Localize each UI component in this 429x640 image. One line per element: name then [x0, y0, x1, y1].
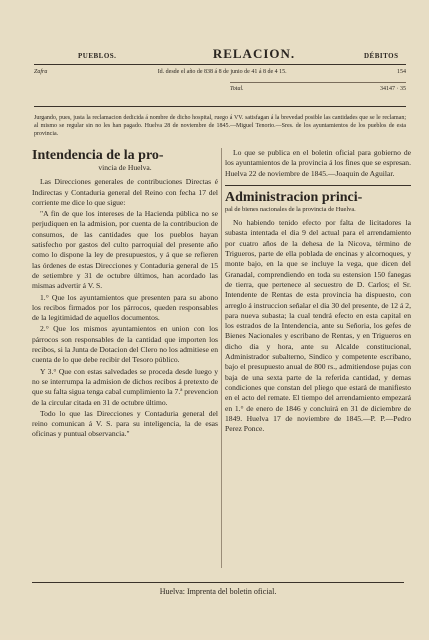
administracion-column [225, 148, 411, 435]
intendencia-paragraph: Todo lo que las Direcciones y Contaduria general del reino comunican á V. S. para su inteligencia, la de esas oficinas y puntual observancia." [32, 408, 218, 439]
total-amount: 34147 · 35 [380, 86, 406, 92]
publication-note: Lo que se publica en el boletin oficial para gobierno de los ayuntamientos de la provincia á los fines que se espresan. Huelva 22 de noviembre de 1845.—Joaquin de Aguilar. [225, 148, 411, 178]
debitos-column-heading: DÉBITOS [364, 52, 399, 60]
total-label: Total. [230, 86, 244, 92]
hospital-notice: Jurgando, pues, justa la reclamacion dedicida á nombre de dicho hospital, ruego á VV. satisfagan á la brevedad posible las cantidades que se le reclaman; al mismo se regular sin no les han pagado. Huelva 28 de noviembre de 1845.—Miguel Tenorio.—Sres. de los ayuntamientos de los pueblos de esta provincia. [34, 115, 406, 137]
footer-rule [32, 582, 404, 583]
column-divider [221, 148, 222, 568]
relacion-masthead: RELACION. [212, 46, 296, 61]
intendencia-paragraph: Las Direcciones generales de contribuciones Directas é Indirectas y Contaduria general del Reino con fecha 17 del corriente me dice lo que sigue: [32, 177, 218, 207]
imprint-footer: Huelva: Imprenta del boletin oficial. [159, 587, 277, 596]
row-amount: 154 [397, 69, 406, 75]
administracion-heading: Administracion princi- [225, 189, 363, 205]
intendencia-paragraph: 2.° Que los mismos ayuntamientos en union con los párrocos son responsables de la cantidad que importen los recibos, si la Junta de Dotacion del Clero no los admitiese en cuenta de lo que debe recibir del Tesoro público. [32, 324, 218, 365]
intendencia-heading: Intendencia de la pro- [32, 148, 164, 163]
subtotal-rule [230, 82, 406, 83]
intendencia-subheading: vincia de Huelva. [98, 163, 152, 172]
pueblos-column-heading: PUEBLOS. [78, 52, 117, 60]
subasta-paragraph: No habiendo tenido efecto por falta de licitadores la subasta intentada el dia 9 del actual para el arrendamiento por cuatro años de la dehesa de la Nicova, término de Trigueros, parte de ella poblada de encinas y alcornoques, y monte bajo, en la que se incluye la vega, que dicen del Granadal, comprendiendo en toda su estension 150 fanegas de tierra, que pertenece al secuestro de D. Carlos; el Sr. Intendente de Rentas de esta provincia ha dispuesto, con arreglo á instruccion señalar el dia 30 del presente, de 12 á 2, para nueva subasta; la cual tendrá efecto en esta capital en los estrados de la Intendencia, ante su Señoria, los gefes de Bienes Nacionales y escribano de Rentas, y en Trigueros en dicho dia y hora, ante su Alcalde constitucional, Administrador subalterno, Sindico y competente escribano, bajo el presupuesto anual de 800 rs., admitiendose pujas con baja de una sexta parte de la referida cantidad, y demas condiciones que constan del pliego que estará de manifiesto en el acto del remate. El tiempo del arrendamiento empezará en 1.° de enero de 1846 y concluirá en 31 de diciembre de 1849. Huelva 17 de noviembre de 1845.—P. P.—Pedro Perez Ponce. [225, 218, 411, 434]
row-label: Zafra [34, 69, 48, 75]
intendencia-paragraph: Y 3.° Que con estas salvedades se proceda desde luego y no se interrumpa la admision de dichos recibos á pretexto de que su falta sigua tenga cabal cumplimiento la 7.ª prevencion de la circular citada en 31 de octubre último. [32, 366, 218, 407]
intendencia-column [32, 148, 218, 441]
section-rule [225, 185, 411, 186]
row-text: Id. desde el año de 838 á 8 de junio de 41 á 8 de 4 15. [157, 69, 287, 75]
header-rule [34, 64, 406, 65]
ledger-row-zafra [34, 69, 406, 75]
ledger-total-row [230, 86, 406, 92]
administracion-subheading: pal de bienes nacionales de la provincia de Huelva. [225, 205, 356, 213]
notice-top-rule [34, 106, 406, 107]
intendencia-paragraph: "A fin de que los intereses de la Hacienda pública no se perjudiquen en la admision, por cuenta de la contribucion de consumos, de las cantidades que los pueblos hayan satisfecho por gastos del culto parroquial del presente año como lo dispone la ley de presupuestos, y á que se refieren las órdenes de estas Direcciones y Contaduria general de 15 de setiembre y 31 de octubre últimos, han acordado las mismas advertir á V. S. [32, 209, 218, 291]
intendencia-paragraph: 1.° Que los ayuntamientos que presenten para su abono los recibos firmados por los párrocos, queden responsables de la legitimidad de aquellos documentos. [32, 292, 218, 323]
